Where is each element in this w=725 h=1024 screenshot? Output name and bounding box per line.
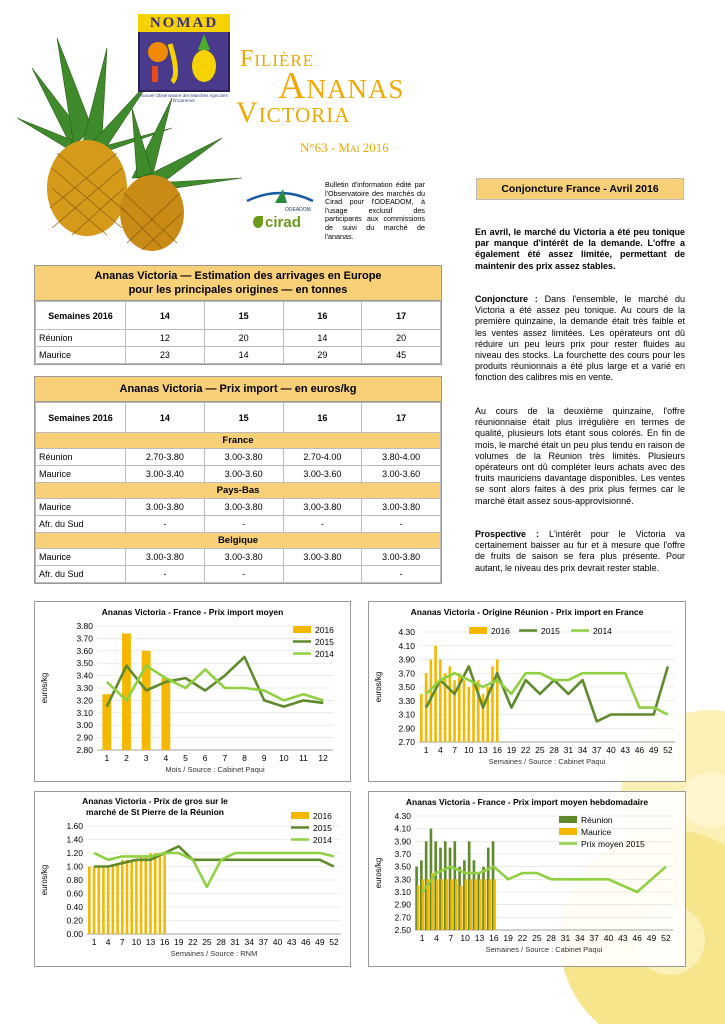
y-tick-label: 1.00 xyxy=(66,861,83,872)
legend-label: Maurice xyxy=(581,827,612,837)
bar xyxy=(145,856,148,934)
x-tick-label: 10 xyxy=(460,933,470,943)
y-tick-label: 1.60 xyxy=(66,821,83,831)
x-tick-label: 4 xyxy=(437,745,443,755)
bar xyxy=(491,666,494,742)
chart-title: Ananas Victoria - Origine Réunion - Prix import en France xyxy=(410,607,644,617)
bar xyxy=(154,853,157,934)
x-tick-label: 37 xyxy=(258,937,269,947)
conjoncture-paragraph-1: Conjoncture : Dans l'ensemble, le marché du Victoria a été assez peu tonique. Au cours de la première quinzaine, la demande était très faible et les ventes assez limitées. Les opérateurs ont dû réduire un peu leurs prix pour rester fluides au niveau des stocks. La fourchette des cours pour les produits réunionnais a été plus large et a varié en fonction des calibres mis en vente. xyxy=(475,294,685,383)
y-tick-label: 4.10 xyxy=(398,640,415,651)
y-tick-label: 2.90 xyxy=(398,723,415,734)
x-tick-label: 52 xyxy=(661,933,671,943)
y-tick-label: 0.80 xyxy=(66,875,83,885)
cirad-leaf-icon xyxy=(253,216,263,228)
week-header: 17 xyxy=(362,403,441,433)
bar xyxy=(455,879,458,930)
week-header: 14 xyxy=(126,302,205,330)
legend-label: 2016 xyxy=(491,626,510,636)
x-tick-label: 40 xyxy=(603,933,614,943)
y-tick-label: 3.30 xyxy=(394,874,411,885)
x-axis-label: Semaines / Source : Cabinet Paqui xyxy=(485,945,603,954)
x-tick-label: 4 xyxy=(434,933,439,943)
legend-swatch xyxy=(469,627,487,634)
bar xyxy=(496,660,499,743)
bar xyxy=(449,666,452,742)
bar xyxy=(93,867,96,935)
table-row: Maurice 3.00-3.80 3.00-3.80 3.00-3.80 3.00-3.80 xyxy=(36,499,441,516)
x-tick-label: 3 xyxy=(143,753,149,763)
x-tick-label: 31 xyxy=(560,933,571,943)
conjoncture-paragraph-3: Prospective : L'intérêt pour le Victoria va certainement baisser au fur et à mesure que l'offre de fruits de saison se fera plus présente. Pour autant, le niveau des prix devrait rester stable. xyxy=(475,529,685,573)
x-tick-label: 25 xyxy=(202,937,212,947)
y-tick-label: 3.80 xyxy=(76,621,93,631)
y-tick-label: 0.20 xyxy=(66,915,83,926)
legend-label: 2014 xyxy=(313,835,332,845)
cirad-logo xyxy=(253,214,301,231)
legend-label: Réunion xyxy=(581,815,613,825)
x-tick-label: 52 xyxy=(663,745,673,755)
x-tick-label: 10 xyxy=(279,753,289,763)
y-tick-label: 2.70 xyxy=(394,912,411,923)
x-tick-label: 28 xyxy=(216,937,226,947)
y-tick-label: 0.00 xyxy=(66,929,83,939)
x-tick-label: 49 xyxy=(646,933,657,943)
y-tick-label: 3.50 xyxy=(394,861,411,872)
x-tick-label: 7 xyxy=(448,933,454,943)
import-price-table xyxy=(34,376,442,584)
issue-number: N°63 - Mai 2016 xyxy=(300,140,389,155)
chart-title: marché de St Pierre de la Réunion xyxy=(86,807,224,817)
x-tick-label: 52 xyxy=(329,937,339,947)
y-tick-label: 3.90 xyxy=(398,654,415,665)
x-tick-label: 11 xyxy=(299,753,308,763)
bar xyxy=(463,680,466,742)
week-header: 17 xyxy=(362,302,441,330)
x-axis-label: Semaines / Source : Cabinet Paqui xyxy=(488,757,606,766)
x-tick-label: 4 xyxy=(105,937,111,947)
y-tick-label: 0.40 xyxy=(66,902,83,912)
x-tick-label: 34 xyxy=(575,933,585,943)
x-tick-label: 19 xyxy=(173,937,184,947)
bar xyxy=(126,860,129,934)
conjoncture-paragraph-2: Au cours de la deuxième quinzaine, l'offre réunionnaise était plus irrégulière en termes de qualité, plusieurs lots étant sous colorés. En fin de mois, le marché était un peu plus tendu en raison de volumes de la Réunion très limités. Plusieurs opérateurs ont dû compléter leurs achats avec des fruits mauriciens davantage disponibles. Les ventes se sont alors faites à des prix plus fermes car le marché était assez sous-approvisionné. xyxy=(475,406,685,506)
bar xyxy=(161,678,170,750)
bar xyxy=(479,879,482,930)
y-tick-label: 3.90 xyxy=(394,836,411,847)
series-line xyxy=(94,853,334,887)
legend-label: Prix moyen 2015 xyxy=(581,839,645,849)
bar xyxy=(88,867,91,935)
y-tick-label: 3.10 xyxy=(76,707,93,718)
bar xyxy=(97,867,100,935)
title-filiere: Filière xyxy=(240,46,315,72)
chart-origine-reunion xyxy=(368,601,686,782)
x-tick-label: 4 xyxy=(163,753,169,763)
y-tick-label: 4.30 xyxy=(394,811,411,821)
series-line xyxy=(426,666,668,721)
x-tick-label: 34 xyxy=(577,745,588,755)
bar xyxy=(474,879,477,930)
y-tick-label: 3.30 xyxy=(76,683,93,693)
bar xyxy=(149,853,152,934)
x-axis-label: Mois / Source : Cabinet Paqui xyxy=(165,765,265,774)
x-tick-label: 8 xyxy=(242,753,247,763)
y-tick-label: 1.40 xyxy=(66,834,83,845)
legend-swatch xyxy=(291,812,309,819)
x-tick-label: 46 xyxy=(300,937,311,947)
legend-label: 2014 xyxy=(593,626,612,636)
bar xyxy=(460,886,463,930)
bar xyxy=(436,879,439,930)
x-tick-label: 10 xyxy=(131,937,142,947)
y-tick-label: 3.30 xyxy=(398,695,415,706)
y-axis-label: euros/kg xyxy=(374,857,383,889)
title-ananas: Ananas xyxy=(278,65,405,107)
weeks-header: Semaines 2016 xyxy=(36,302,126,330)
y-tick-label: 2.90 xyxy=(76,732,93,743)
x-tick-label: 31 xyxy=(563,745,574,755)
y-tick-label: 3.20 xyxy=(76,695,93,706)
bar xyxy=(112,867,115,935)
x-tick-label: 22 xyxy=(188,937,198,947)
x-tick-label: 22 xyxy=(517,933,528,943)
x-tick-label: 7 xyxy=(119,937,125,947)
x-tick-label: 1 xyxy=(423,745,429,755)
x-tick-label: 6 xyxy=(202,753,208,763)
bar xyxy=(467,687,470,742)
y-tick-label: 3.00 xyxy=(76,720,93,731)
odeadom-text: ODEADOM xyxy=(285,207,311,213)
legend-label: 2016 xyxy=(315,625,334,635)
x-tick-label: 40 xyxy=(272,937,283,947)
x-axis-label: Semaines / Source : RNM xyxy=(170,949,258,958)
x-tick-label: 22 xyxy=(520,745,531,755)
bar xyxy=(107,867,110,935)
bar xyxy=(116,863,119,934)
bar xyxy=(163,853,166,934)
x-tick-label: 19 xyxy=(506,745,517,755)
conjoncture-intro: En avril, le marché du Victoria a été peu tonique par manque d'intérêt de la demande. L'offre a également été assez limitée, permettant de maintenir des prix assez stables. xyxy=(475,227,685,271)
y-tick-label: 2.90 xyxy=(394,899,411,910)
y-tick-label: 3.40 xyxy=(76,670,93,681)
conjoncture-title: Conjoncture France - Avril 2016 xyxy=(476,178,684,200)
x-tick-label: 43 xyxy=(286,937,297,947)
x-tick-label: 49 xyxy=(315,937,325,947)
legend-label: 2014 xyxy=(315,649,334,659)
x-tick-label: 34 xyxy=(244,937,255,947)
x-tick-label: 1 xyxy=(419,933,425,943)
y-tick-label: 3.10 xyxy=(398,709,415,720)
y-tick-label: 3.50 xyxy=(398,682,415,692)
x-tick-label: 13 xyxy=(474,933,485,943)
chart-prix-gros-reunion xyxy=(34,791,351,967)
x-tick-label: 25 xyxy=(532,933,542,943)
bar xyxy=(489,879,492,930)
weeks-header: Semaines 2016 xyxy=(36,403,126,433)
x-tick-label: 9 xyxy=(261,753,267,763)
week-header: 14 xyxy=(126,403,205,433)
prospective-label: Prospective : xyxy=(475,529,539,539)
bar xyxy=(130,860,133,934)
x-tick-label: 19 xyxy=(503,933,513,943)
x-tick-label: 25 xyxy=(535,745,545,755)
cirad-text: cirad xyxy=(265,214,301,231)
bar xyxy=(439,660,442,743)
x-tick-label: 5 xyxy=(183,753,188,763)
x-tick-label: 31 xyxy=(230,937,240,947)
section-belgique: Belgique xyxy=(36,533,441,549)
legend-label: 2016 xyxy=(313,811,332,821)
y-axis-label: euros/kg xyxy=(40,672,49,704)
x-tick-label: 16 xyxy=(489,933,499,943)
table-row: Maurice 3.00-3.80 3.00-3.80 3.00-3.80 3.00-3.80 xyxy=(36,549,441,566)
bar xyxy=(140,856,143,934)
week-header: 16 xyxy=(283,302,362,330)
y-tick-label: 4.10 xyxy=(394,823,411,834)
week-header: 15 xyxy=(204,302,283,330)
x-tick-label: 37 xyxy=(592,745,602,755)
bar xyxy=(420,694,423,742)
y-tick-label: 3.70 xyxy=(398,668,415,679)
x-tick-label: 28 xyxy=(546,933,556,943)
x-tick-label: 13 xyxy=(478,745,488,755)
legend-label: 2015 xyxy=(313,823,332,833)
bar xyxy=(422,879,425,930)
x-tick-label: 1 xyxy=(104,753,110,763)
bar xyxy=(465,879,468,930)
x-tick-label: 43 xyxy=(618,933,628,943)
table-row: Maurice 3.00-3.40 3.00-3.60 3.00-3.60 3.00-3.60 xyxy=(36,466,441,483)
x-tick-label: 49 xyxy=(648,745,659,755)
chart-title: Ananas Victoria - France - Prix import moyen xyxy=(101,607,284,617)
bar xyxy=(441,879,444,930)
bar xyxy=(121,860,124,934)
y-axis-label: euros/kg xyxy=(374,671,383,703)
chart-title: Ananas Victoria - Prix de gros sur le xyxy=(82,796,228,806)
y-tick-label: 3.70 xyxy=(394,849,411,859)
x-tick-label: 13 xyxy=(145,937,156,947)
table-row: Réunion 2.70-3.80 3.00-3.80 2.70-4.00 3.80-4.00 xyxy=(36,449,441,466)
week-header: 16 xyxy=(283,403,362,433)
x-tick-label: 7 xyxy=(452,745,457,755)
conjoncture-label: Conjoncture : xyxy=(475,294,538,304)
y-tick-label: 0.60 xyxy=(66,888,83,899)
legend-swatch xyxy=(559,828,577,835)
bar xyxy=(159,853,162,934)
x-tick-label: 1 xyxy=(91,937,97,947)
bar xyxy=(135,860,138,934)
x-tick-label: 28 xyxy=(549,745,559,755)
legend-swatch xyxy=(559,816,577,823)
bar xyxy=(417,886,420,930)
bar xyxy=(450,879,453,930)
bar xyxy=(446,879,449,930)
x-tick-label: 2 xyxy=(124,753,129,763)
x-tick-label: 12 xyxy=(318,753,328,763)
week-header: 15 xyxy=(204,403,283,433)
y-tick-label: 1.20 xyxy=(66,848,83,858)
logo-caption: Nouvel Observatoire des Marchés Agricoles D'outremer xyxy=(140,93,228,103)
bar xyxy=(434,646,437,742)
y-tick-label: 3.60 xyxy=(76,645,93,656)
legend-swatch xyxy=(293,626,311,633)
bar xyxy=(484,879,487,930)
x-tick-label: 10 xyxy=(464,745,474,755)
arrivals-table-grid xyxy=(35,301,441,364)
section-pays-bas: Pays-Bas xyxy=(36,483,441,499)
arrivals-table-title: Ananas Victoria — Estimation des arrivages en Europe pour les principales origines — en tonnes xyxy=(35,266,441,301)
y-tick-label: 4.30 xyxy=(398,627,415,637)
arrivals-table xyxy=(34,265,442,365)
import-price-table-title: Ananas Victoria — Prix import — en euros/kg xyxy=(35,377,441,402)
bar xyxy=(493,879,496,930)
x-tick-label: 37 xyxy=(589,933,599,943)
y-tick-label: 3.70 xyxy=(76,633,93,644)
legend-label: 2015 xyxy=(541,626,560,636)
table-row: Réunion 12 20 14 20 xyxy=(36,330,441,347)
table-row: Maurice 23 14 29 45 xyxy=(36,347,441,364)
chart-prix-import-moyen xyxy=(34,601,351,782)
y-axis-label: euros/kg xyxy=(40,864,49,896)
bar xyxy=(472,680,475,742)
x-tick-label: 46 xyxy=(632,933,642,943)
bar xyxy=(122,633,131,750)
x-tick-label: 43 xyxy=(620,745,630,755)
bar xyxy=(469,879,472,930)
y-tick-label: 2.70 xyxy=(398,737,415,747)
chart-prix-hebdomadaire xyxy=(368,791,686,967)
y-tick-label: 3.10 xyxy=(394,887,411,897)
title-victoria: Victoria xyxy=(236,96,351,129)
section-france: France xyxy=(36,433,441,449)
x-tick-label: 40 xyxy=(606,745,616,755)
bulletin-note: Bulletin d'information édité par l'Observatoire des marchés du Cirad pour l'ODEADOM, à l'usage exclusif des participants aux commissions de suivi du marché de l'ananas. xyxy=(325,180,425,241)
table-row: Afr. du Sud - - - - xyxy=(36,516,441,533)
y-tick-label: 2.50 xyxy=(394,925,411,935)
x-tick-label: 46 xyxy=(634,745,645,755)
logo-title: NOMAD xyxy=(138,14,230,32)
bar xyxy=(102,867,105,935)
y-tick-label: 2.80 xyxy=(76,745,93,755)
table-row: Afr. du Sud - - - xyxy=(36,566,441,583)
x-tick-label: 16 xyxy=(492,745,502,755)
x-tick-label: 16 xyxy=(159,937,170,947)
y-tick-label: 3.50 xyxy=(76,658,93,669)
x-tick-label: 7 xyxy=(222,753,228,763)
import-price-table-grid xyxy=(35,402,441,583)
legend-label: 2015 xyxy=(315,637,334,647)
chart-title: Ananas Victoria - France - Prix import moyen hebdomadaire xyxy=(405,797,649,807)
